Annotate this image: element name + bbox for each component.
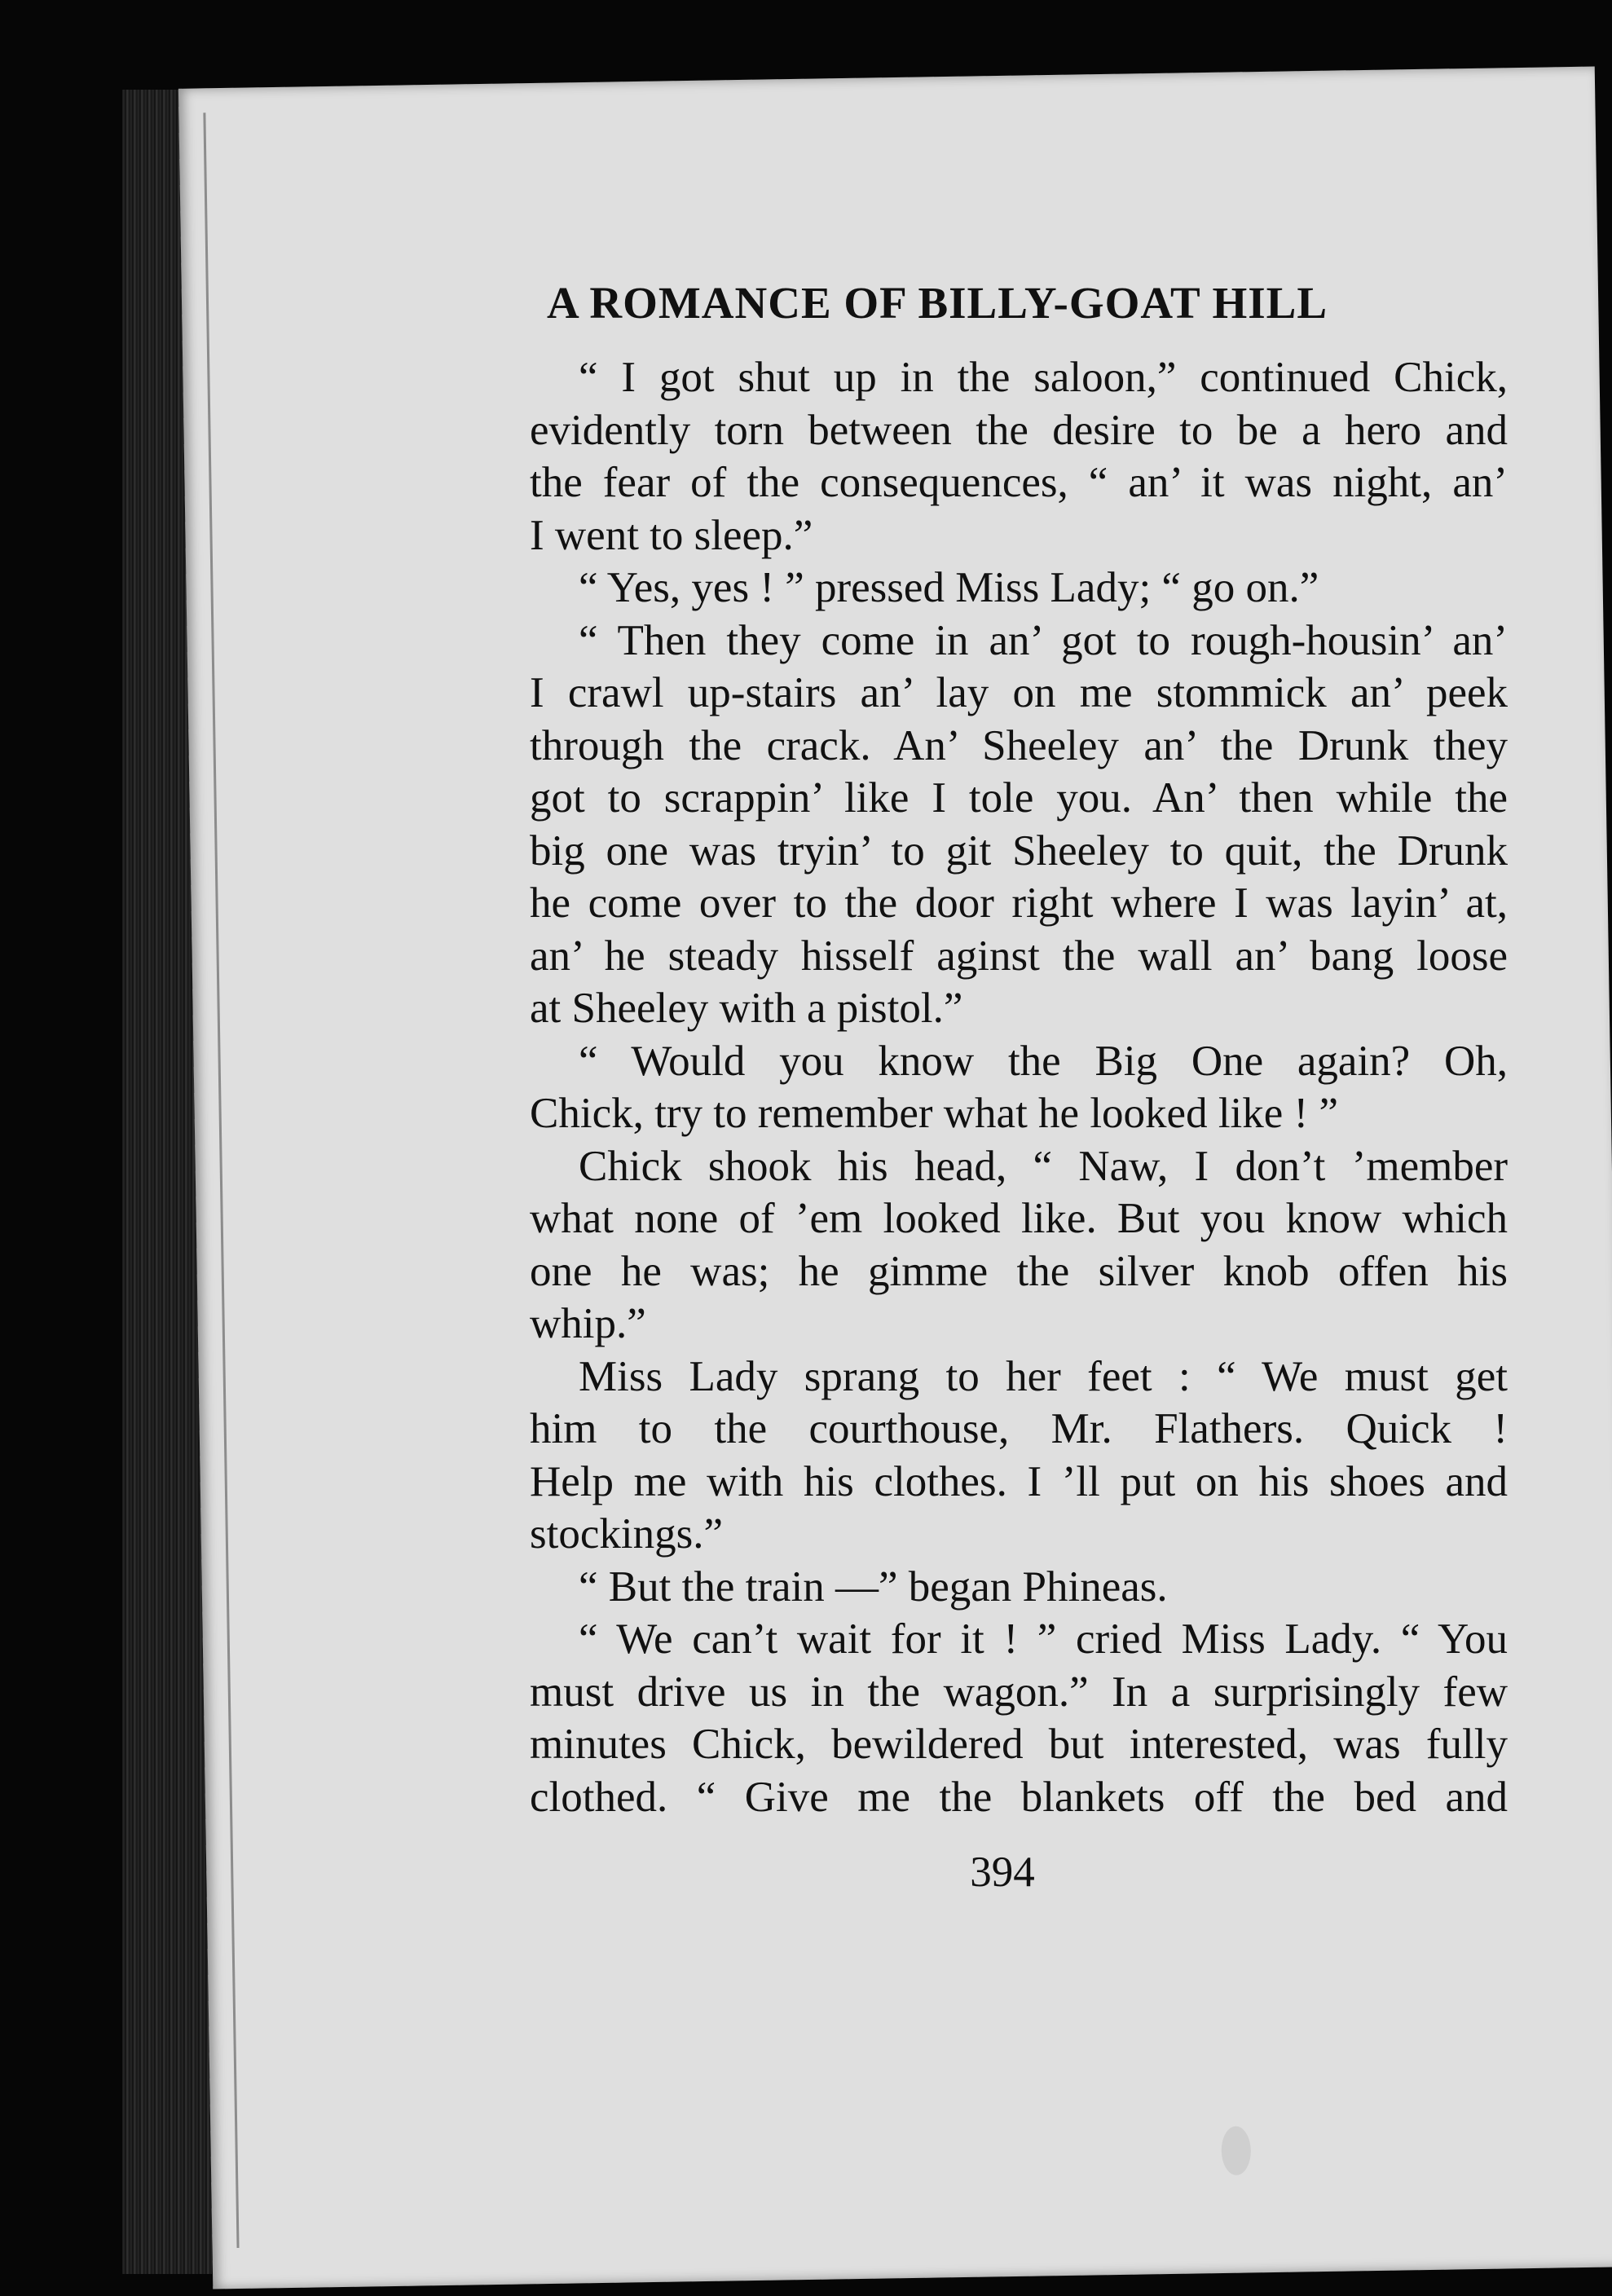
text-line: at Sheeley with a pistol.” [530, 985, 963, 1032]
text-line: “ We can’t wait for it ! ” cried Miss Lady. “ You [579, 1615, 1508, 1663]
body-text [318, 351, 1508, 1823]
text-line: evidently torn between the desire to be a hero and [530, 406, 1508, 454]
text-line: Chick shook his head, “ Naw, I don’t ’member [579, 1142, 1508, 1190]
text-line: I crawl up-stairs an’ lay on me stommick an’ peek [530, 669, 1508, 716]
text-line: “ I got shut up in the saloon,” continued Chick, [579, 354, 1508, 401]
text-line: Miss Lady sprang to her feet : “ We must get [579, 1352, 1508, 1400]
text-line: Chick, try to remember what he looked like ! ” [530, 1090, 1338, 1137]
text-line: I went to sleep.” [530, 511, 813, 559]
text-line: “ Then they come in an’ got to rough-housin’ an’ [579, 616, 1508, 664]
text-line: what none of ’em looked like. But you know which [530, 1195, 1508, 1242]
text-line: the fear of the consequences, “ an’ it was night, an’ [530, 459, 1508, 506]
text-line: whip.” [530, 1300, 646, 1347]
text-line: through the crack. An’ Sheeley an’ the Drunk they [530, 721, 1508, 769]
page-number: 394 [970, 1849, 1035, 1896]
text-line: must drive us in the wagon.” In a surprisingly few [530, 1668, 1508, 1716]
text-block [318, 277, 1508, 1897]
text-line: “ Would you know the Big One again? Oh, [579, 1037, 1508, 1085]
text-line: “ But the train —” began Phineas. [579, 1562, 1168, 1611]
running-head: A ROMANCE OF BILLY-GOAT HILL [546, 278, 1328, 328]
text-line: got to scrappin’ like I tole you. An’ then while the [530, 774, 1508, 822]
text-line: he come over to the door right where I was layin’ at, [530, 879, 1508, 927]
text-line: Help me with his clothes. I ’ll put on his shoes and [530, 1457, 1508, 1505]
text-line: stockings.” [530, 1510, 723, 1558]
text-line: one he was; he gimme the silver knob offen his [530, 1247, 1508, 1295]
paper-speck [1221, 2126, 1251, 2175]
text-line: big one was tryin’ to git Sheeley to quit, the Drunk [530, 826, 1508, 875]
text-line: an’ he steady hisself aginst the wall an’ bang loose [530, 932, 1508, 980]
text-line: minutes Chick, bewildered but interested, was fully [530, 1721, 1508, 1768]
text-line: him to the courthouse, Mr. Flathers. Quick ! [530, 1405, 1508, 1452]
text-line: “ Yes, yes ! ” pressed Miss Lady; “ go on.” [579, 564, 1319, 611]
text-line: clothed. “ Give me the blankets off the bed and [530, 1773, 1508, 1821]
